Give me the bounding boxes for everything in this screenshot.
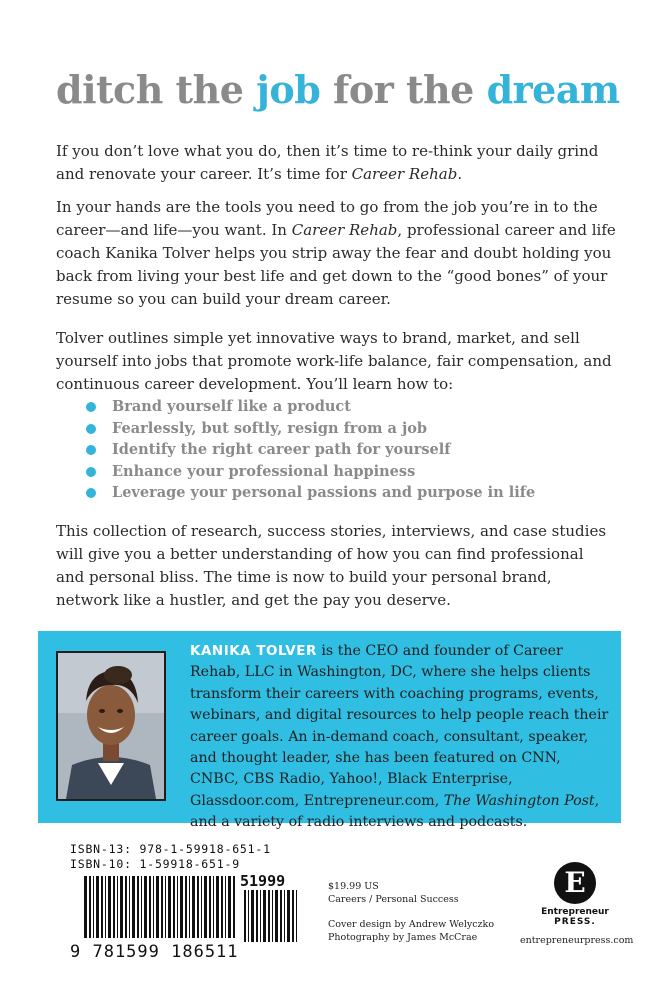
barcode-bar [244, 890, 246, 942]
barcode-bar [156, 876, 159, 938]
barcode-bar [248, 890, 249, 942]
barcode-bar [296, 890, 297, 942]
author-bio-publication: The Washington Post [443, 792, 595, 809]
isbn-13: ISBN-13: 978-1-59918-651-1 [70, 842, 271, 856]
barcode-bar [225, 876, 226, 938]
barcode-bar [168, 876, 171, 938]
intro-text: If you don’t love what you do, then it’s time to re-think your daily grind and renovate your career. It’s time for [56, 142, 599, 183]
headline-part-3: for the [320, 67, 487, 112]
barcode-bar [165, 876, 166, 938]
barcode-number: 9 781599 186511 [70, 942, 250, 962]
barcode-bar [213, 876, 214, 938]
barcode-bar [192, 876, 195, 938]
isbn-10: ISBN-10: 1-59918-651-9 [70, 857, 240, 871]
barcode-bar [93, 876, 94, 938]
barcode-bar [272, 890, 273, 942]
author-name: KANIKA TOLVER [190, 643, 317, 659]
author-bio-text-b: , and a variety of radio interviews and podcasts. [190, 792, 600, 831]
barcode-bar [149, 876, 151, 938]
barcode-bar [228, 876, 231, 938]
category: Careers / Personal Success [328, 894, 459, 905]
headline [56, 68, 636, 112]
barcode-bar [161, 876, 163, 938]
barcode-bar [251, 890, 254, 942]
bullet-dot-icon [86, 402, 96, 412]
barcode-price-code: 51999 [240, 872, 286, 890]
price: $19.99 US [328, 881, 379, 892]
barcode-bar [201, 876, 202, 938]
barcode-bar [117, 876, 118, 938]
description-text-b: , professional career and life coach Kanika Tolver helps you strip away the fear and doubt holding you back from living your best life and get down to the “good bones” of your resume so you can build your dream career. [56, 221, 616, 308]
barcode-bar [84, 876, 87, 938]
publisher-url: entrepreneurpress.com [520, 935, 634, 946]
photography-credit: Photography by James McCrae [328, 932, 478, 943]
barcode-bar [233, 876, 235, 938]
bullet-item [86, 439, 606, 461]
barcode-bar [144, 876, 147, 938]
barcode-bar [129, 876, 130, 938]
barcode-bar [275, 890, 278, 942]
publisher-press: PRESS. [554, 917, 596, 927]
bullet-item [86, 418, 606, 440]
barcode-bar [287, 890, 290, 942]
isbn-block [70, 842, 300, 872]
bullet-dot-icon [86, 424, 96, 434]
barcode-bar [204, 876, 207, 938]
intro-book-title: Career Rehab [351, 165, 458, 183]
intro-paragraph [56, 140, 616, 186]
barcode-bar [263, 890, 266, 942]
barcode-bar [280, 890, 282, 942]
publisher-block [520, 862, 634, 948]
barcode-bar [185, 876, 187, 938]
barcode-bar [180, 876, 183, 938]
barcode-bar [137, 876, 139, 938]
cover-design-credit: Cover design by Andrew Welyczko [328, 919, 495, 930]
barcode-bar [256, 890, 258, 942]
publisher-name: Entrepreneur [541, 907, 609, 917]
bullet-dot-icon [86, 488, 96, 498]
barcode-bar [284, 890, 285, 942]
author-bio-band [38, 631, 621, 831]
bullet-text: Fearlessly, but softly, resign from a job [112, 419, 428, 437]
barcode-bar [120, 876, 123, 938]
barcode-bar [96, 876, 99, 938]
barcode-bar [173, 876, 175, 938]
closing-paragraph: This collection of research, success stories, interviews, and case studies will give you a better understanding of how you can find professional and personal bliss. The time is now to build your personal brand, network like a hustler, and get the pay you deserve. [56, 522, 607, 609]
bullet-text: Identify the right career path for yourself [112, 441, 451, 458]
intro-end: . [457, 165, 463, 183]
barcode-bar [108, 876, 111, 938]
barcode-bar [292, 890, 294, 942]
bullet-text: Brand yourself like a product [112, 398, 351, 415]
bullet-dot-icon [86, 467, 96, 477]
publisher-logo-icon: E [554, 862, 596, 904]
barcode-bar [132, 876, 135, 938]
headline-dream: dream [486, 67, 620, 112]
learning-bullet-list [86, 396, 606, 504]
barcode-bar [177, 876, 178, 938]
author-portrait-icon [58, 653, 164, 799]
barcode-bar [125, 876, 127, 938]
description-paragraph [56, 196, 616, 311]
description-text-a: In your hands are the tools you need to go from the job you’re in to the career—and life—you want. In [56, 198, 598, 239]
headline-part-1: ditch the [56, 67, 257, 112]
bullet-item [86, 482, 606, 504]
bullet-item [86, 461, 606, 483]
barcode-bar [141, 876, 142, 938]
outline-paragraph: Tolver outlines simple yet innovative ways to brand, market, and sell yourself into jobs that promote work-life balance, fair compensation, and continuous career development. You’ll learn how to: [56, 329, 612, 393]
bullet-item [86, 396, 606, 418]
barcode-bar [101, 876, 103, 938]
barcode-bar [216, 876, 219, 938]
barcode-bar [89, 876, 91, 938]
bullet-text: Enhance your professional happiness [112, 462, 416, 480]
author-bio-text-a: is the CEO and founder of Career Rehab, LLC in Washington, DC, where she helps clients transform their careers with coaching programs, events, webinars, and digital resources to help people reach their career goals. An in-demand coach, consultant, speaker, and thought leader, she has been featured on CNN, CNBC, CBS Radio, Yahoo!, Black Enterprise, Glassdoor.com, Entrepreneur.com, [190, 643, 609, 809]
barcode-bar [153, 876, 154, 938]
bullet-dot-icon [86, 445, 96, 455]
barcode-bar [189, 876, 190, 938]
barcode-bar [197, 876, 199, 938]
barcode-bar [113, 876, 115, 938]
author-photo [56, 651, 166, 801]
description-book-title: Career Rehab [291, 221, 398, 239]
barcode-bar [209, 876, 211, 938]
barcode-bar [268, 890, 270, 942]
headline-job: job [256, 67, 321, 112]
barcode-bar [260, 890, 261, 942]
barcode-bar [221, 876, 223, 938]
author-bio [190, 641, 610, 834]
bullet-text: Leverage your personal passions and purpose in life [112, 484, 536, 501]
barcode-bar [105, 876, 106, 938]
